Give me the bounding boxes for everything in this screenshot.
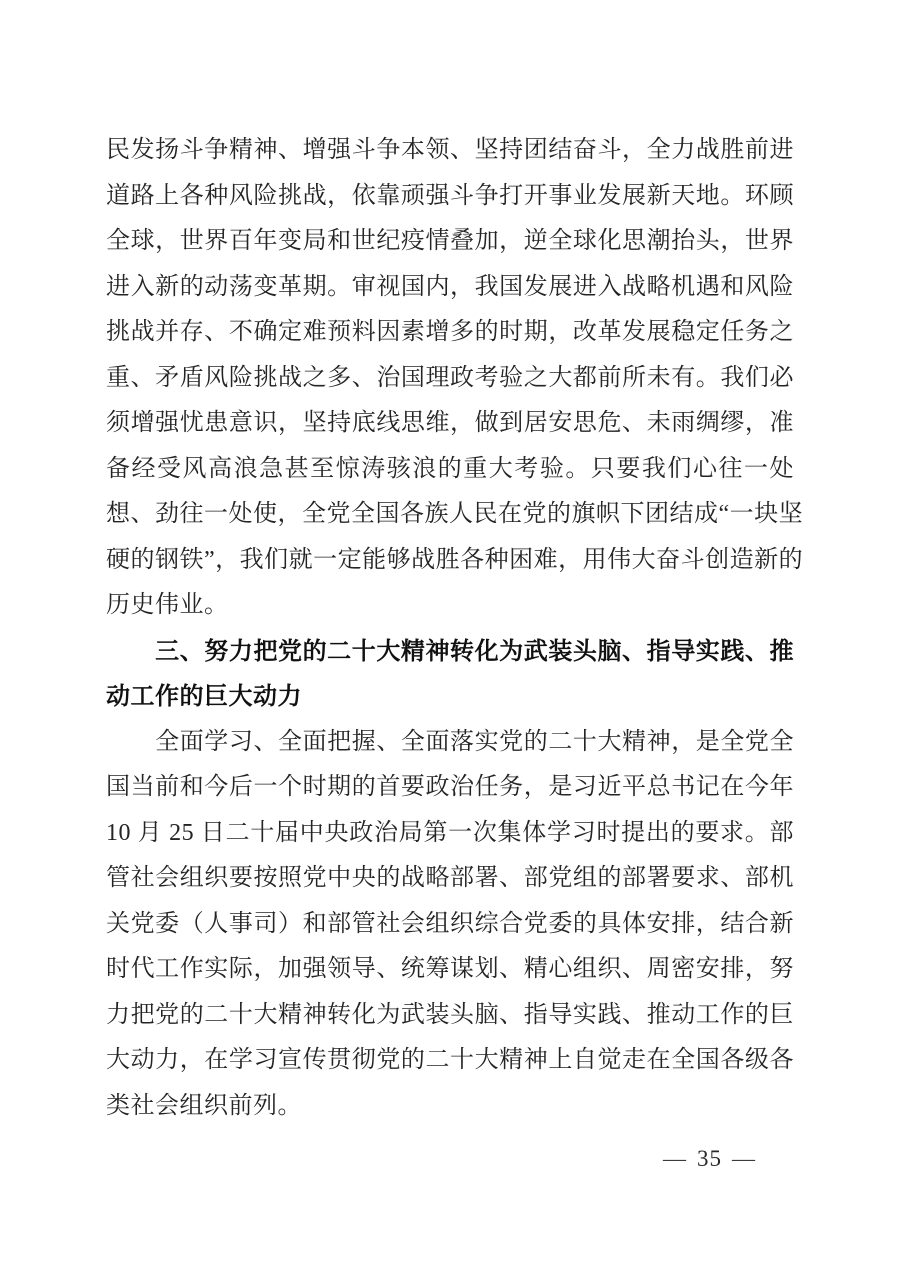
text-line: 大动力，在学习宣传贯彻党的二十大精神上自觉走在全国各级各 (106, 1047, 794, 1073)
text-line: 全球，世界百年变局和世纪疫情叠加，逆全球化思潮抬头，世界 (106, 228, 794, 254)
text-line: 时代工作实际，加强领导、统筹谋划、精心组织、周密安排，努 (106, 956, 794, 982)
text-line: 民发扬斗争精神、增强斗争本领、坚持团结奋斗，全力战胜前进 (106, 137, 794, 163)
section-heading (106, 629, 794, 720)
footer-dash-right: — (732, 1146, 756, 1171)
body-paragraph (106, 720, 794, 1130)
text-line: 类社会组织前列。 (106, 1092, 302, 1119)
text-line: 硬的钢铁”，我们就一定能够战胜各种困难，用伟大奋斗创造新的 (106, 546, 804, 573)
text-line: 关党委（人事司）和部管社会组织综合党委的具体安排，结合新 (106, 910, 794, 937)
text-line: 历史伟业。 (106, 592, 229, 618)
page-content (106, 128, 804, 1129)
text-line: 三、努力把党的二十大精神转化为武装头脑、指导实践、推 (106, 637, 794, 665)
text-line: 道路上各种风险挑战，依靠顽强斗争打开事业发展新天地。环顾 (106, 182, 794, 209)
text-line: 国当前和今后一个时期的首要政治任务，是习近平总书记在今年 (106, 774, 794, 800)
text-line: 全面学习、全面把握、全面落实党的二十大精神，是全党全 (106, 728, 794, 755)
text-line: 10 月 25 日二十届中央政治局第一次集体学习时提出的要求。部 (106, 819, 794, 846)
text-line: 须增强忧患意识，坚持底线思维，做到居安思危、未雨绸缪，准 (106, 410, 794, 436)
text-line: 进入新的动荡变革期。审视国内，我国发展进入战略机遇和风险 (106, 273, 794, 300)
text-line: 挑战并存、不确定难预料因素增多的时期，改革发展稳定任务之 (106, 319, 794, 345)
text-line: 重、矛盾风险挑战之多、治国理政考验之大都前所未有。我们必 (106, 364, 794, 391)
text-line: 备经受风高浪急甚至惊涛骇浪的重大考验。只要我们心往一处 (106, 455, 794, 482)
footer-dash-left: — (663, 1146, 687, 1171)
page-footer (653, 1146, 766, 1172)
body-paragraph-continued (106, 128, 804, 629)
text-line: 想、劲往一处使，全党全国各族人民在党的旗帜下团结成“一块坚 (106, 501, 804, 527)
text-line: 力把党的二十大精神转化为武装头脑、指导实践、推动工作的巨 (106, 1001, 794, 1028)
text-line: 管社会组织要按照党中央的战略部署、部党组的部署要求、部机 (106, 865, 794, 891)
text-line: 动工作的巨大动力 (106, 683, 302, 710)
page-number: 35 (697, 1146, 722, 1171)
